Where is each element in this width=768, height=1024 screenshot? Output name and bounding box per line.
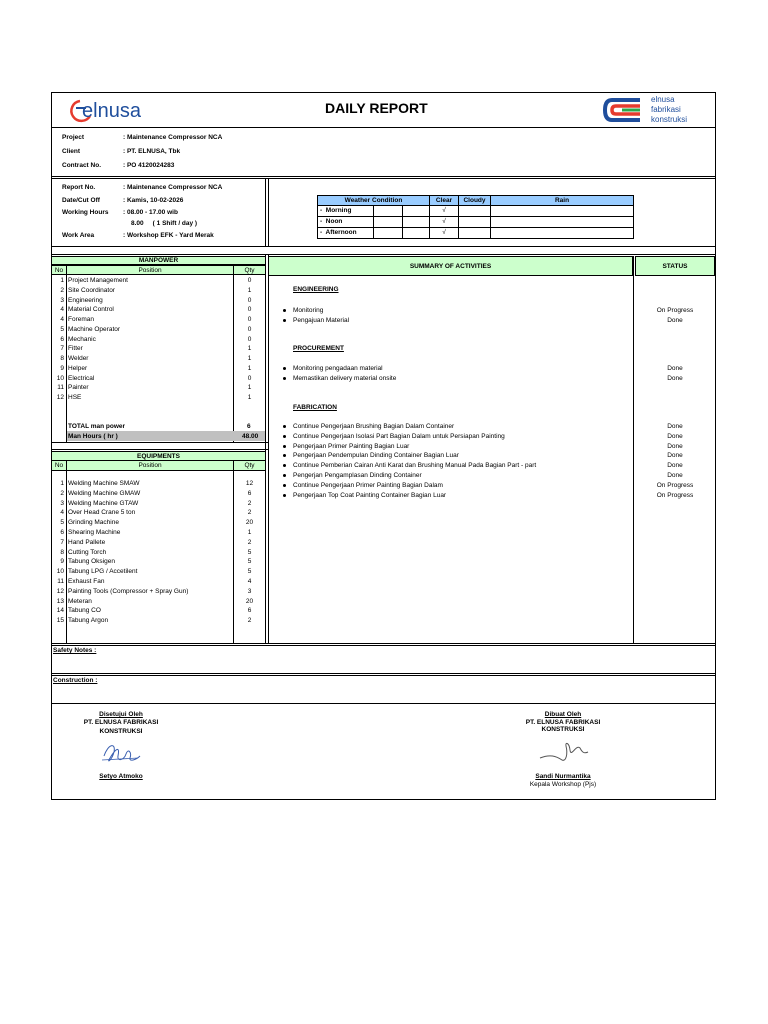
equipment-row-position: Tabung Oksigen (68, 558, 115, 566)
equipment-row-no: 10 (56, 568, 64, 576)
bullet-icon (283, 309, 286, 312)
client-label: Client (62, 148, 81, 155)
equipment-row-qty: 1 (247, 529, 252, 536)
manpower-row-position: Fitter (68, 345, 83, 353)
equipment-row-qty: 20 (245, 597, 254, 605)
right-signature-image (536, 736, 592, 768)
efk-logo-text: elnusa fabrikasi konstruksi (651, 95, 688, 124)
left-company: PT. ELNUSA FABRIKASI (83, 719, 159, 726)
equipment-row-position: Welding Machine GTAW (68, 499, 139, 507)
manpower-row-position: Electrical (68, 374, 95, 382)
safety-notes-label: Safety Notes : (53, 647, 97, 654)
manpower-row-position: Mechanic (68, 335, 96, 343)
activity-item: Pengerjaan Pendempulan Dinding Container Bagian Luar (293, 452, 459, 460)
weather-rain-header: Rain (490, 195, 634, 206)
activity-item: Continue Pengerjaan Primer Painting Bagian Dalam (293, 481, 443, 489)
activity-item: Pengajuan Material (293, 316, 350, 324)
work-area-label: Work Area (62, 232, 95, 239)
equipment-row-position: Over Head Crane 5 ton (68, 509, 136, 517)
manpower-row-position: Foreman (68, 316, 95, 323)
activity-item: Pengerjan Pengamplasan Dinding Container (293, 472, 422, 479)
project-label: Project (62, 134, 85, 141)
manpower-row-position: Helper (68, 364, 88, 372)
equipment-row-no: 14 (56, 607, 64, 615)
manpower-row-qty: 0 (247, 316, 252, 323)
manpower-title: MANPOWER (51, 256, 266, 265)
manpower-row-no: 5 (60, 325, 64, 333)
manpower-row-qty: 0 (247, 374, 252, 382)
elnusa-logo (66, 96, 166, 124)
activity-status: On Progress (656, 491, 694, 499)
manpower-row-position: Site Coordinator (68, 286, 115, 294)
activity-status: Done (667, 316, 683, 324)
equipment-row-no: 1 (60, 480, 64, 487)
manpower-row-no: 6 (60, 335, 64, 343)
activity-item: Continue Pengerjaan Brushing Bagian Dalam Container (293, 423, 455, 430)
equipment-row-no: 4 (60, 509, 64, 517)
weather-cloudy-header: Cloudy (458, 195, 491, 206)
hours-label: Working Hours (62, 209, 109, 216)
right-company2: KONSTRUKSI (541, 726, 585, 733)
equipment-row-position: Tabung Argon (68, 617, 109, 625)
weather-header: Weather Condition (317, 195, 430, 206)
contract-value: : PO 4120024283 (123, 162, 175, 169)
activity-item: Pengerjaan Primer Painting Bagian Luar (293, 442, 410, 450)
weather-period-morning: - Morning (320, 207, 352, 214)
right-signer-name: Sandi Nurmantika (535, 773, 591, 780)
manpower-row-no: 8 (60, 355, 64, 362)
activity-status: Done (667, 423, 683, 430)
activity-section-heading: ENGINEERING (293, 286, 339, 293)
equipment-row-no: 3 (60, 499, 64, 507)
manpower-row-qty: 1 (247, 364, 252, 372)
activity-status: Done (667, 462, 683, 470)
manpower-row-position: Engineering (68, 296, 103, 304)
equipment-row-no: 7 (60, 538, 64, 546)
manpower-row-qty: 1 (247, 384, 252, 392)
total-manpower-value: 6 (247, 423, 251, 430)
activity-status: On Progress (656, 481, 694, 489)
left-signer-name: Setyo Atmoko (99, 773, 143, 780)
man-hours-value: 48.00 (242, 433, 259, 440)
bullet-icon (283, 425, 286, 428)
weather-mark-noon: √ (442, 218, 446, 225)
equipment-row-no: 5 (60, 519, 64, 527)
activities-title: SUMMARY OF ACTIVITIES (268, 256, 633, 276)
bullet-icon (283, 484, 286, 487)
manpower-row-qty: 0 (247, 335, 252, 343)
work-area-value: : Workshop EFK - Yard Merak (123, 232, 214, 239)
left-caption: Disetujui Oleh (99, 711, 143, 718)
equipments-position-header: Position (66, 460, 234, 471)
manpower-row-position: Material Control (68, 306, 114, 314)
man-hours-label: Man Hours ( hr ) (68, 433, 118, 440)
equipment-row-position: Cutting Torch (68, 548, 107, 556)
equipment-row-qty: 5 (247, 548, 252, 556)
right-caption: Dibuat Oleh (544, 711, 582, 718)
activity-section-heading: PROCUREMENT (293, 345, 344, 352)
equipment-row-position: Welding Machine GMAW (68, 489, 141, 497)
manpower-row-qty: 1 (247, 286, 252, 294)
bullet-icon (283, 367, 286, 370)
activity-item: Memastikan delivery material onsite (293, 374, 397, 382)
equipment-row-qty: 3 (247, 587, 252, 595)
weather-clear-header: Clear (429, 195, 459, 206)
manpower-row-no: 3 (60, 296, 64, 304)
equipment-row-position: Welding Machine SMAW (68, 480, 140, 487)
manpower-row-position: Machine Operator (68, 325, 121, 333)
report-no-value: : Maintenance Compressor NCA (123, 184, 223, 191)
weather-period-afternoon: - Afternoon (320, 229, 357, 236)
activity-status: Done (667, 442, 683, 450)
equipment-row-no: 15 (56, 617, 64, 625)
bullet-icon (283, 377, 286, 380)
manpower-position-header: Position (66, 265, 234, 275)
activity-item: Continue Pengerjaan Isolasi Part Bagian Dalam untuk Persiapan Painting (293, 432, 505, 440)
right-signer-role: Kepala Workshop (Pjs) (529, 781, 597, 788)
equipment-row-qty: 4 (247, 578, 252, 585)
hours-value: : 08.00 - 17.00 wib (123, 209, 178, 216)
equipment-row-qty: 2 (247, 499, 252, 507)
equipment-row-qty: 20 (245, 519, 254, 527)
equipment-row-no: 13 (56, 597, 64, 605)
equipment-row-position: Hand Pallete (68, 538, 106, 546)
manpower-row-no: 12 (56, 394, 64, 401)
manpower-row-qty: 1 (247, 394, 252, 401)
equipment-row-no: 11 (57, 578, 64, 585)
manpower-row-position: HSE (68, 394, 82, 401)
equipment-row-position: Shearing Machine (68, 529, 121, 536)
activity-status: On Progress (656, 307, 694, 314)
activity-status: Done (667, 432, 683, 440)
equipments-no-header: No (51, 460, 67, 471)
construction-label: Construction : (53, 677, 98, 684)
client-value: : PT. ELNUSA, Tbk (123, 148, 181, 155)
total-manpower-label: TOTAL man power (68, 423, 126, 430)
left-signature-image (98, 738, 146, 768)
right-company: PT. ELNUSA FABRIKASI (525, 719, 601, 726)
activity-section-heading: FABRICATION (293, 404, 337, 411)
equipment-row-no: 9 (60, 558, 64, 566)
equipment-row-qty: 12 (245, 480, 254, 487)
equipment-row-position: Tabung CO (68, 607, 101, 615)
manpower-row-qty: 0 (247, 296, 252, 304)
manpower-row-no: 9 (60, 364, 64, 372)
activity-item: Monitoring pengadaan material (293, 365, 383, 372)
manpower-row-no: 4 (60, 316, 64, 323)
activity-item: Continue Pemberian Cairan Anti Karat dan Brushing Manual Pada Bagian Part - part (293, 462, 537, 470)
activity-status: Done (667, 452, 683, 460)
equipment-row-position: Tabung LPG / Accetilent (68, 568, 138, 576)
activity-status: Done (667, 472, 683, 479)
equipment-row-no: 6 (60, 529, 64, 536)
bullet-icon (283, 319, 286, 322)
report-no-label: Report No. (62, 184, 96, 191)
bullet-icon (283, 494, 286, 497)
efk-logo-icon (602, 96, 646, 124)
manpower-row-qty: 0 (247, 325, 252, 333)
activity-item: Monitoring (293, 307, 324, 314)
left-company2: KONSTRUKSI (99, 728, 143, 735)
equipment-row-qty: 2 (247, 617, 252, 625)
weather-mark-afternoon: √ (442, 229, 446, 236)
equipment-row-position: Painting Tools (Compressor + Spray Gun) (68, 587, 189, 595)
status-title: STATUS (635, 256, 715, 276)
shift-value: 8.00 ( 1 Shift / day ) (131, 220, 198, 227)
project-value: : Maintenance Compressor NCA (123, 134, 223, 141)
equipment-row-qty: 2 (247, 538, 252, 546)
weather-mark-morning: √ (442, 207, 446, 214)
equipment-row-no: 12 (56, 587, 64, 595)
date-label: Date/Cut Off (62, 197, 100, 204)
equipment-row-qty: 6 (247, 607, 252, 615)
equipment-row-no: 2 (60, 489, 64, 497)
equipment-row-no: 8 (60, 548, 64, 556)
manpower-row-no: 1 (60, 277, 64, 284)
manpower-row-qty: 1 (247, 355, 252, 362)
equipment-row-qty: 6 (247, 489, 252, 497)
manpower-row-qty: 0 (247, 306, 252, 314)
manpower-row-qty: 0 (247, 277, 252, 284)
equipment-row-qty: 5 (247, 568, 252, 576)
equipments-title: EQUIPMENTS (51, 451, 266, 461)
manpower-row-position: Painter (68, 384, 89, 392)
efk-logo (602, 96, 702, 126)
activity-item: Pengerjaan Top Coat Painting Container Bagian Luar (293, 491, 447, 499)
activity-status: Done (667, 365, 683, 372)
manpower-row-no: 10 (56, 374, 64, 382)
weather-period-noon: - Noon (320, 218, 343, 225)
manpower-row-position: Welder (68, 355, 89, 362)
contract-label: Contract No. (62, 162, 101, 169)
bullet-icon (283, 445, 286, 448)
bullet-icon (283, 435, 286, 438)
manpower-no-header: No (51, 265, 67, 275)
manpower-row-position: Project Management (68, 277, 128, 284)
activity-status: Done (667, 374, 683, 382)
bullet-icon (283, 474, 286, 477)
date-value: : Kamis, 10-02-2026 (123, 197, 184, 204)
manpower-row-qty: 1 (247, 345, 252, 353)
equipment-row-position: Exhaust Fan (68, 578, 105, 585)
manpower-row-no: 4 (60, 306, 64, 314)
equipment-row-qty: 2 (247, 509, 252, 517)
equipments-qty-header: Qty (233, 460, 266, 471)
equipment-row-qty: 5 (247, 558, 252, 566)
elnusa-logo-text: elnusa (82, 100, 141, 122)
manpower-row-no: 7 (60, 345, 64, 353)
manpower-row-no: 11 (57, 384, 64, 392)
manpower-qty-header: Qty (233, 265, 266, 275)
page-title: DAILY REPORT (325, 100, 428, 116)
equipment-row-position: Grinding Machine (68, 519, 119, 527)
manpower-row-no: 2 (60, 286, 64, 294)
equipment-row-position: Meteran (68, 597, 92, 605)
